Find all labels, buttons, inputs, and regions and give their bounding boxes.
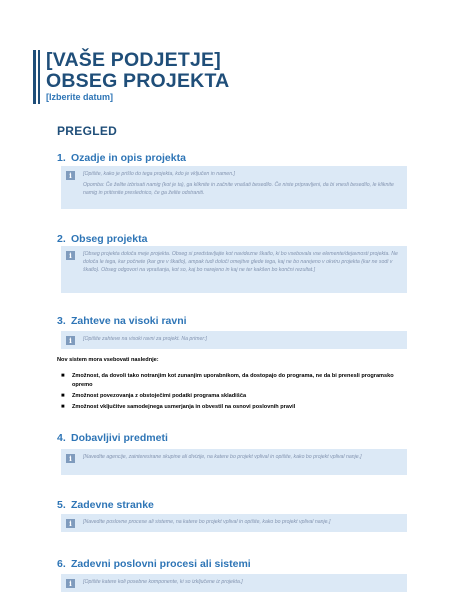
info-icon: i [66, 171, 75, 180]
section-heading-5 [57, 499, 154, 511]
section-title: Ozadje in opis projekta [71, 152, 186, 164]
tip-text: [Navedite agencije, zainteresirane skupine ali divizije, na katere bo projekt vplival in opišite, kako bo projekt vplival nanje.] [83, 454, 362, 460]
tip-box-2[interactable] [61, 246, 407, 293]
title-accent-bar-thin [38, 50, 40, 104]
bullet-dot: ■ [61, 404, 65, 410]
tip-text: [Opišite katere koli posebne komponente, ki so izključene iz projekta.] [83, 579, 243, 585]
list-item: ■ Zmožnost povezovanja z obstoječimi podatki programa skladišča [61, 393, 247, 399]
tip-box-6[interactable] [61, 574, 407, 592]
section-title: Dobavljivi predmeti [71, 432, 168, 444]
date-picker-placeholder[interactable]: [Izberite datum] [46, 92, 114, 102]
list-item: ■ Zmožnost vključitve samodejnega usmerjanja in obvestil na osnovi poslovnih pravil [61, 404, 296, 410]
tip-text: [Opišite, kako je prišlo do tega projekta, kdo je vključen in namen.] [83, 171, 235, 177]
tip-box-5[interactable] [61, 514, 407, 532]
section-heading-4 [57, 432, 168, 444]
title-accent-bar [33, 50, 36, 104]
document-title[interactable] [46, 50, 229, 92]
tip-box-1[interactable] [61, 166, 407, 209]
info-icon: i [66, 251, 75, 260]
info-icon: i [66, 579, 75, 588]
tip-text: Opomba: Če želite izbrisati namig (kot je ta), ga kliknite in začnite vnašati besedilo. Če niste pripravljeni, da bi vnesli besedilo, le kliknite namig in pritisnite preslednico, če ga želite odstraniti. [83, 182, 394, 196]
tip-text: [Opišite zahteve na visoki ravni za projekt. Na primer:] [83, 336, 207, 342]
bullet-dot: ■ [61, 393, 65, 399]
section-heading-3 [57, 315, 187, 327]
tip-box-4[interactable] [61, 449, 407, 475]
section-title: Zadevni poslovni procesi ali sistemi [71, 558, 251, 570]
info-icon: i [66, 454, 75, 463]
requirements-list [61, 372, 411, 414]
section-heading-6 [57, 558, 251, 570]
section-heading-1 [57, 152, 186, 164]
list-item: ■ Zmožnost, da dovoli tako notranjim kot zunanjim uporabnikom, da dostopajo do programa, ne da bi prenesli programsko opremo [61, 373, 394, 388]
section-title: Obseg projekta [71, 233, 148, 245]
section-number: 1. [57, 152, 66, 164]
company-name[interactable]: [VAŠE PODJETJE] [46, 49, 221, 71]
section-heading-2 [57, 233, 147, 245]
section-title: Zahteve na visoki ravni [71, 315, 187, 327]
section-number: 6. [57, 558, 66, 570]
overview-heading: PREGLED [57, 124, 118, 138]
tip-text: [Obseg projekta določa meje projekta. Obseg si predstavljajte kot navidezne škatlo, ki bo vsebovala vse elemente/dejavnosti projekta. Ne določa le tega, kar počnete (kar gre v škatlo), ampak tudi določi omejitve glede tega, kaj ne bo narejeno v okviru projekta (kar ne sodi v škatlo). Obseg odgovori na vprašanja, kot so, kaj bo narejeno in kaj ne ter kakšen bo končni rezultat.] [83, 251, 398, 273]
section-number: 3. [57, 315, 66, 327]
section-number: 2. [57, 233, 66, 245]
tip-text: [Navedite poslovne procese ali sisteme, na katere bo projekt vplival in opišite, kako bo projekt vplival nanje.] [83, 519, 331, 525]
section-number: 5. [57, 499, 66, 511]
info-icon: i [66, 519, 75, 528]
section-title: Zadevne stranke [71, 499, 154, 511]
title-text: OBSEG PROJEKTA [46, 70, 230, 92]
section-number: 4. [57, 432, 66, 444]
requirements-intro: Nov sistem mora vsebovati naslednje: [57, 357, 159, 363]
info-icon: i [66, 336, 75, 345]
bullet-dot: ■ [61, 373, 65, 379]
tip-box-3[interactable] [61, 331, 407, 349]
